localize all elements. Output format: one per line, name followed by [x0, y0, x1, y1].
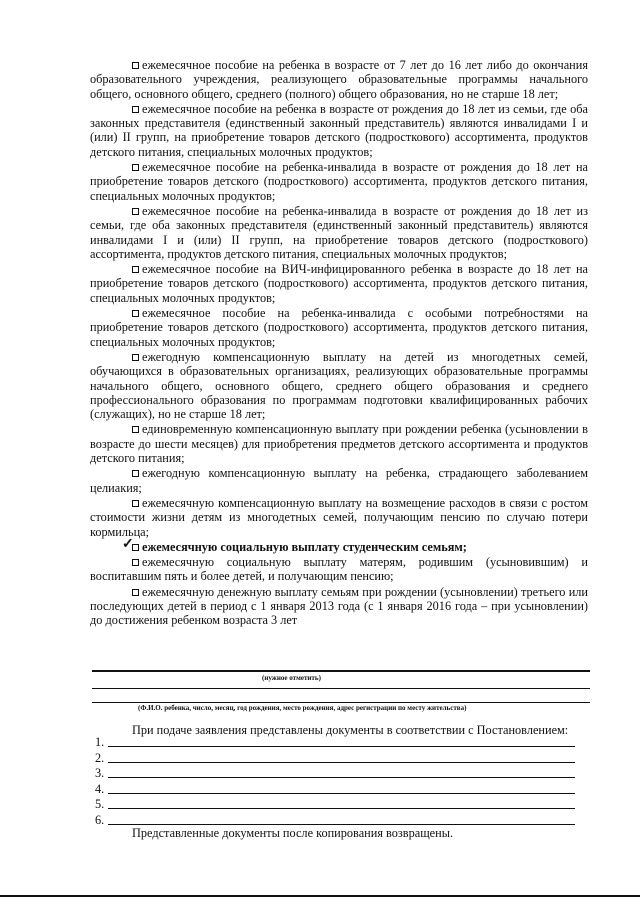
option-text: ежемесячное пособие на ВИЧ-инфицированного ребенка в возрасте до 18 лет на приобретение товаров детского (подросткового) ассортимента, продуктов детского питания, специальных молочных продуктов; [90, 262, 588, 305]
option-checkbox[interactable] [132, 310, 139, 317]
option-text: ежегодную компенсационную выплату на ребенка, страдающего заболеванием целиакия; [90, 466, 588, 495]
document-fill-line[interactable] [108, 762, 575, 763]
option-checkbox[interactable] [132, 426, 139, 433]
option-text: ежемесячное пособие на ребенка-инвалида с особыми потребностями на приобретение товаров детского (подросткового) ассортимента, продуктов детского питания, специальных молочных продуктов; [90, 306, 588, 349]
needed-label: (нужное отметить) [262, 674, 321, 682]
option-item [90, 585, 588, 628]
option-item [90, 466, 588, 495]
option-text: ежемесячную денежную выплату семьям при рождении (усыновлении) третьего или последующих детей в период с 1 января 2013 года (с 1 января 2016 года – при усыновлении) до достижения ребенком возраста 3 лет [90, 584, 588, 628]
option-checkbox[interactable] [132, 266, 139, 273]
option-text: ежегодную компенсационную выплату на детей из многодетных семей, обучающихся в образовательных организациях, реализующих образовательные программы начального общего, основного общего, среднего общего образования и среднего профессионального образования по программам подготовки квалифицированных рабочих (служащих), но не старше 18 лет; [90, 349, 588, 422]
option-checkbox[interactable] [132, 164, 139, 171]
option-checkbox[interactable] [132, 559, 139, 566]
option-item [90, 204, 588, 261]
option-text: ежемесячное пособие на ребенка в возрасте от 7 лет до 16 лет либо до окончания образовательного учреждения, реализующего образовательные программы начального общего, основного общего, среднего (полного) общего образования, но не старше 18 лет; [90, 58, 588, 101]
option-text: ежемесячную социальную выплату студенческим семьям; [142, 539, 467, 554]
documents-intro: При подаче заявления представлены документы в соответствии с Постановлением: [132, 723, 569, 737]
option-text: ежемесячную компенсационную выплату на возмещение расходов в связи с ростом стоимости жизни детям из многодетных семей, получающим пенсию по случаю потери кормильца; [90, 495, 588, 539]
option-checkbox[interactable] [132, 62, 139, 69]
option-text: единовременную компенсационную выплату при рождении ребенка (усыновлении в возрасте до шести месяцев) для приобретения предметов детского ассортимента и продуктов детского питания; [90, 422, 588, 466]
document-fill-line[interactable] [108, 746, 575, 747]
option-item [90, 160, 588, 203]
document-fill-line[interactable] [108, 824, 575, 825]
option-item [90, 536, 588, 554]
document-number: 2. [95, 750, 105, 765]
document-number: 3. [95, 766, 105, 780]
child-info-line-2[interactable] [92, 702, 590, 703]
option-item [90, 306, 588, 349]
option-checkbox[interactable] [132, 208, 139, 215]
document-number: 1. [95, 735, 105, 749]
option-item [90, 262, 588, 305]
document-fill-line[interactable] [108, 808, 575, 809]
document-line[interactable] [95, 735, 107, 750]
option-checkbox[interactable] [132, 500, 139, 507]
option-item [90, 496, 588, 539]
document-number: 6. [95, 812, 105, 827]
option-item [90, 422, 588, 465]
separator-line [92, 670, 590, 672]
option-checkbox[interactable] [132, 106, 139, 113]
options-list [90, 58, 588, 629]
document-fill-line[interactable] [108, 777, 575, 778]
option-checkbox[interactable] [132, 470, 139, 477]
document-fill-line[interactable] [108, 793, 575, 794]
option-checkbox[interactable] [132, 589, 139, 596]
option-text: ежемесячную социальную выплату матерям, родившим (усыновившим) и воспитавшим пять и более детей, и получающим пенсию; [90, 555, 588, 584]
document-line[interactable] [95, 813, 107, 828]
document-line[interactable] [95, 751, 107, 766]
document-line[interactable] [95, 782, 107, 797]
document-number: 5. [95, 797, 105, 811]
documents-returned-note: Представленные документы после копирования возвращены. [132, 826, 454, 840]
option-item [90, 350, 588, 421]
checkmark-icon: ✓ [122, 536, 134, 552]
option-item [90, 555, 588, 584]
option-text: ежемесячное пособие на ребенка-инвалида в возрасте от рождения до 18 лет из семьи, где оба законных представителя (единственный законный представитель) являются инвалидами I и (или) II групп, на приобретение товаров детского (подросткового) ассортимента, продуктов детского питания, специальных молочных продуктов; [90, 203, 588, 261]
child-info-line-1[interactable] [92, 688, 590, 689]
option-text: ежемесячное пособие на ребенка в возрасте от рождения до 18 лет из семьи, где оба законных представителя (единственный законный представитель) являются инвалидами I и (или) II групп, на приобретение товаров детского (подросткового) ассортимента, продуктов детского питания, специальных молочных продуктов; [90, 101, 588, 159]
option-item [90, 102, 588, 159]
document-number: 4. [95, 781, 105, 796]
document-line[interactable] [95, 797, 107, 812]
child-info-label: (Ф.И.О. ребенка, число, месяц, год рождения, место рождения, адрес регистрации по месту жительства) [138, 704, 467, 712]
option-text: ежемесячное пособие на ребенка-инвалида в возрасте от рождения до 18 лет на приобретение товаров детского (подросткового) ассортимента, продуктов детского питания, специальных молочных продуктов; [90, 160, 588, 203]
document-line[interactable] [95, 766, 107, 781]
option-item [90, 58, 588, 101]
bottom-border [0, 895, 640, 897]
option-checkbox[interactable] [132, 354, 139, 361]
